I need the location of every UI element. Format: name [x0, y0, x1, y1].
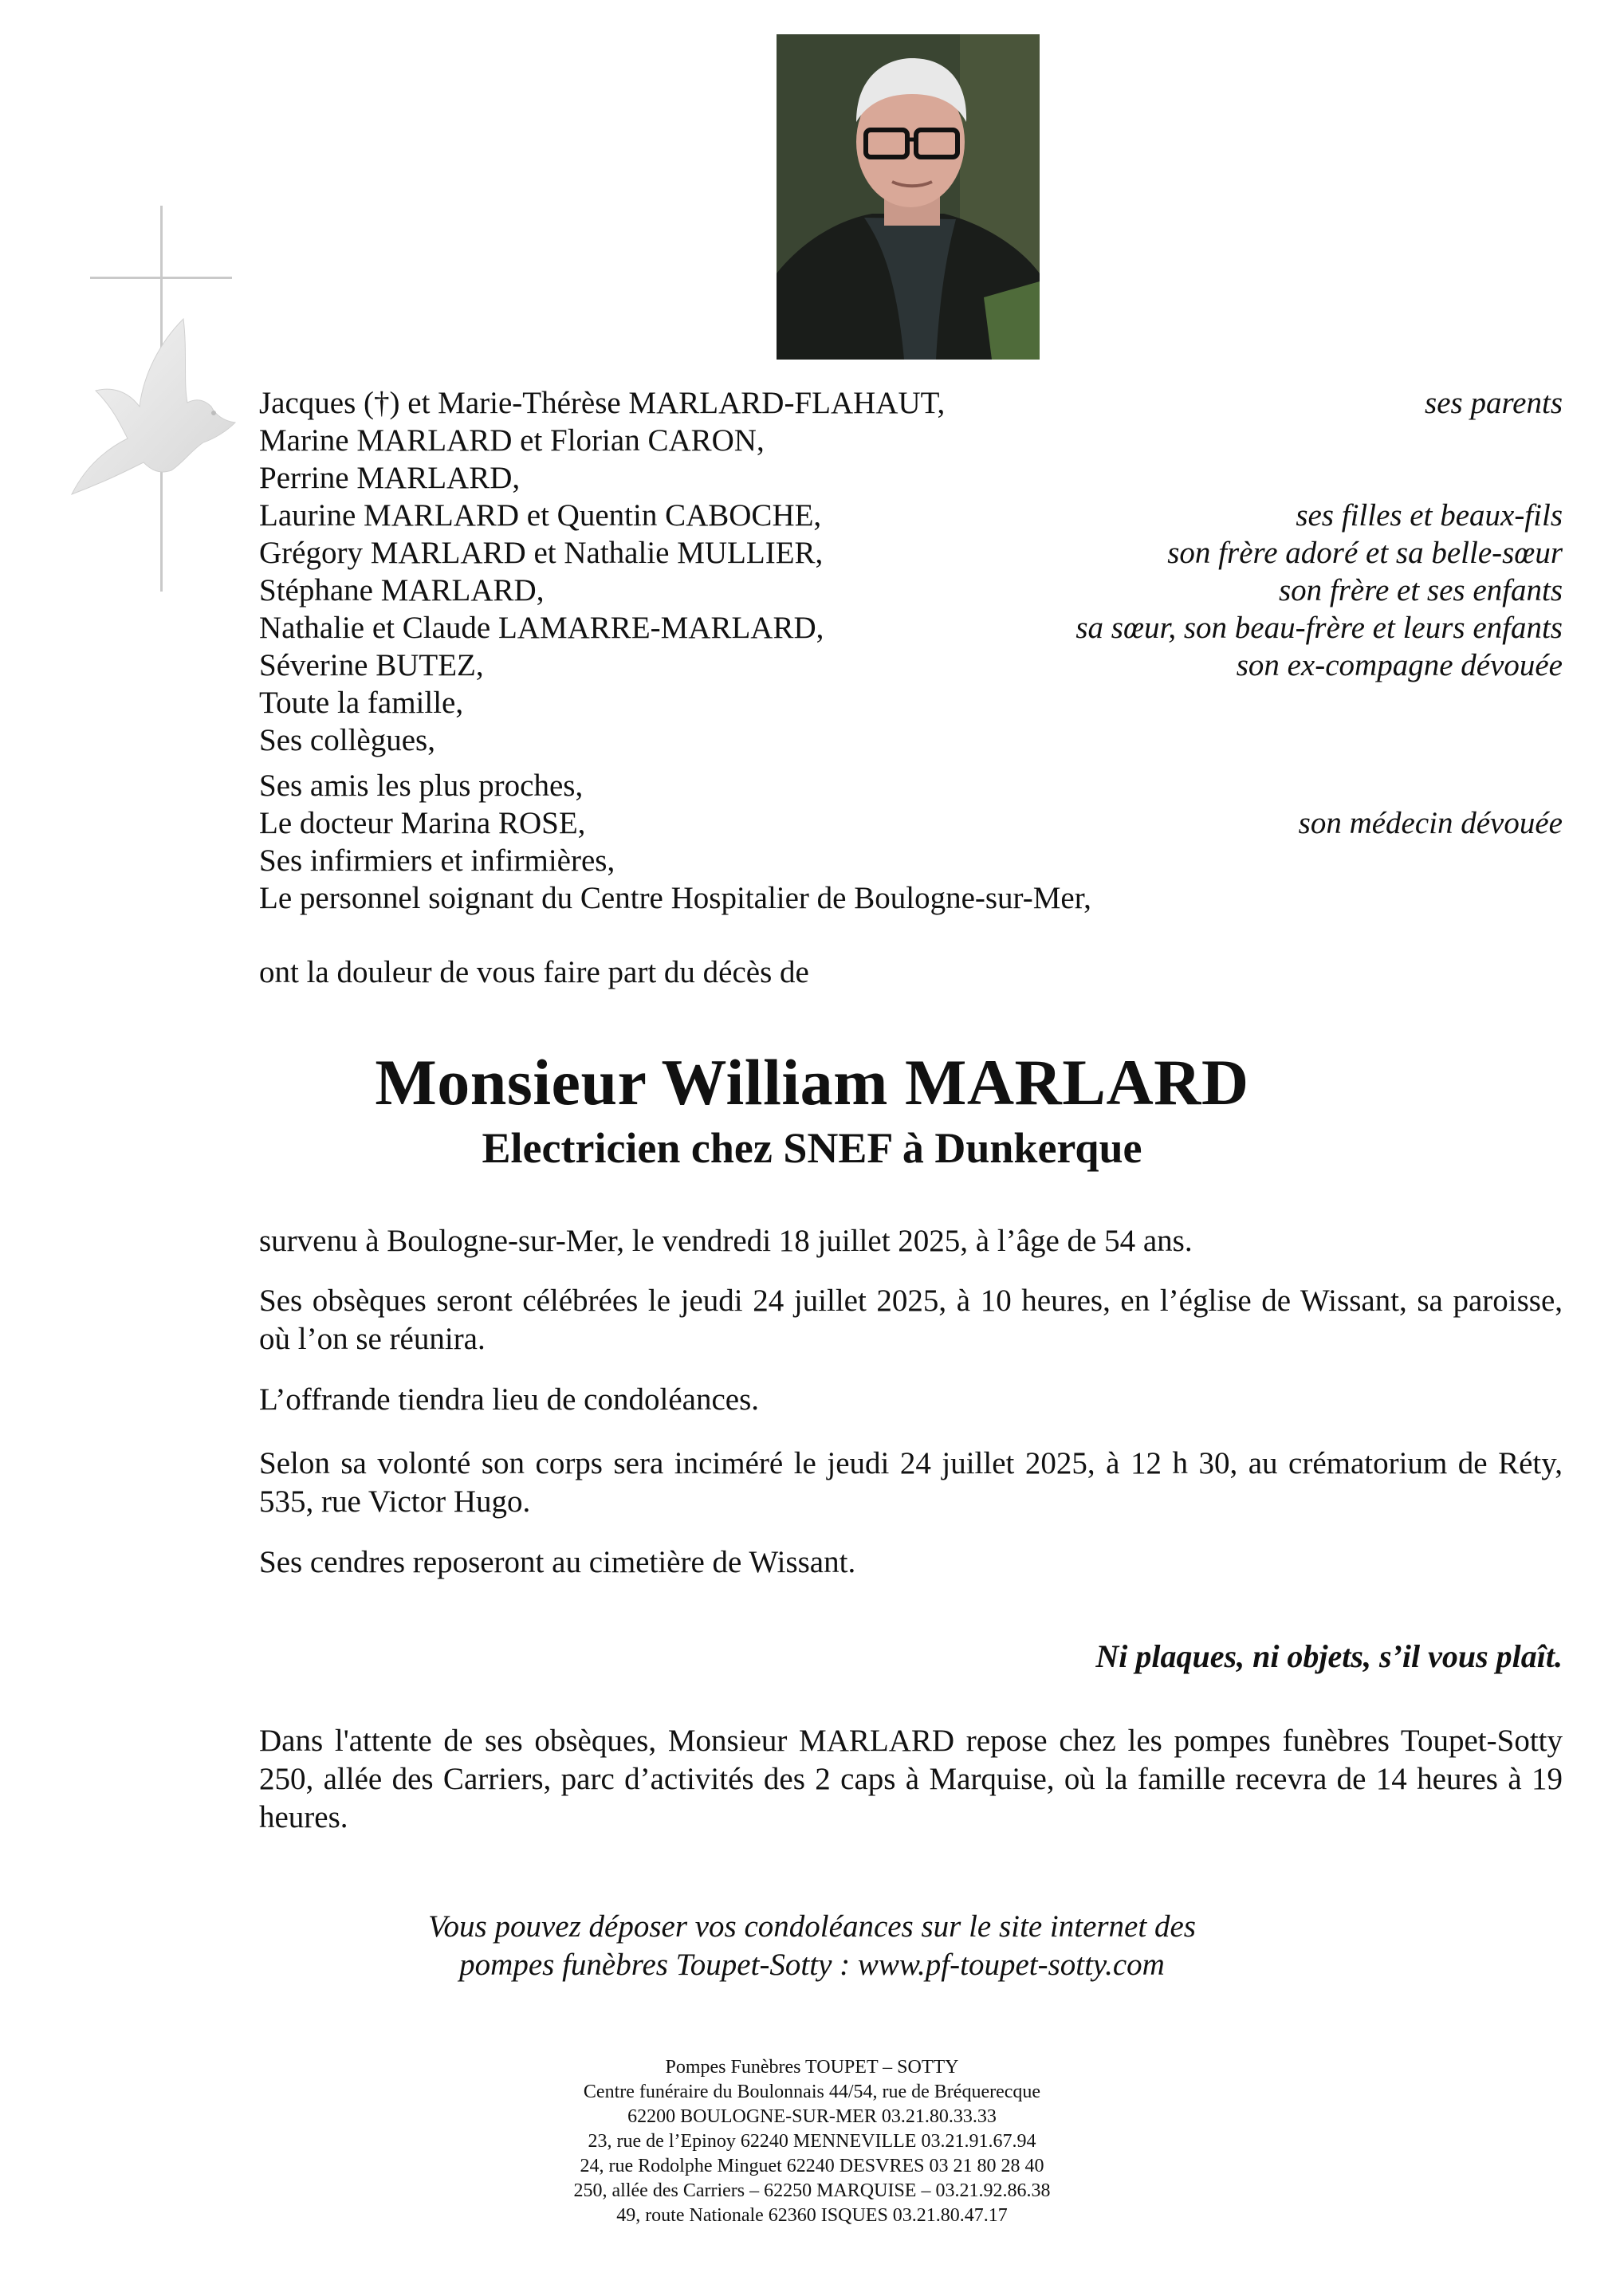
- portrait-photo: [777, 34, 1040, 360]
- death-paragraph: survenu à Boulogne-sur-Mer, le vendredi 18 juillet 2025, à l’âge de 54 ans.: [259, 1224, 1193, 1258]
- family-name: Jacques (†) et Marie-Thérèse MARLARD-FLAHAUT,: [259, 386, 946, 420]
- ashes-paragraph: Ses cendres reposeront au cimetière de Wissant.: [259, 1545, 856, 1579]
- family-row: [259, 609, 1563, 647]
- family-row: [259, 721, 1563, 760]
- family-relation: son frère et ses enfants: [1278, 573, 1563, 607]
- family-name: Laurine MARLARD et Quentin CABOCHE,: [259, 498, 822, 533]
- resting-paragraph: Dans l'attente de ses obsèques, Monsieur MARLARD repose chez les pompes funèbres Toupet-Sotty 250, allée des Carriers, parc d’activités des 2 caps à Marquise, où la famille recevra de 14 heures à 19 heures.: [259, 1724, 1563, 1834]
- family-relation: son ex-compagne dévouée: [1236, 648, 1563, 682]
- family-name: Nathalie et Claude LAMARRE-MARLARD,: [259, 611, 824, 645]
- footer-line: 62200 BOULOGNE-SUR-MER 03.21.80.33.33: [627, 2106, 997, 2127]
- family-name: Perrine MARLARD,: [259, 461, 521, 495]
- family-row: [259, 384, 1563, 423]
- family-relation: ses filles et beaux-fils: [1296, 498, 1563, 533]
- family-row: [259, 804, 1563, 843]
- family-name: Ses amis les plus proches,: [259, 769, 584, 803]
- funeral-paragraph: Ses obsèques seront célébrées le jeudi 24 juillet 2025, à 10 heures, en l’église de Wissant, sa paroisse, où l’on se réunira.: [259, 1284, 1563, 1356]
- footer-line: 250, allée des Carriers – 62250 MARQUISE – 03.21.92.86.38: [573, 2180, 1051, 2201]
- family-relation: son frère adoré et sa belle-sœur: [1167, 536, 1563, 570]
- condolences-line: pompes funèbres Toupet-Sotty : www.pf-toupet-sotty.com: [459, 1948, 1165, 1982]
- family-name: Stéphane MARLARD,: [259, 573, 545, 607]
- family-name: Marine MARLARD et Florian CARON,: [259, 423, 765, 458]
- family-row: [259, 684, 1563, 722]
- footer-line: Centre funéraire du Boulonnais 44/54, rue de Bréquerecque: [583, 2082, 1041, 2102]
- footer-line: 49, route Nationale 62360 ISQUES 03.21.80.47.17: [616, 2205, 1008, 2226]
- family-name: Toute la famille,: [259, 686, 464, 720]
- family-name: Le docteur Marina ROSE,: [259, 806, 586, 840]
- family-name: Le personnel soignant du Centre Hospitalier de Boulogne-sur-Mer,: [259, 881, 1091, 915]
- condolences-notice: [0, 1908, 1624, 1984]
- family-name: Grégory MARLARD et Nathalie MULLIER,: [259, 536, 824, 570]
- family-name: Ses infirmiers et infirmières,: [259, 843, 615, 878]
- announcement-text: ont la douleur de vous faire part du décès de: [259, 955, 809, 989]
- family-relation: sa sœur, son beau-frère et leurs enfants: [1075, 611, 1563, 645]
- family-name: Ses collègues,: [259, 723, 435, 757]
- dove-icon: [64, 311, 247, 518]
- family-row: [259, 534, 1563, 572]
- offering-paragraph: L’offrande tiendra lieu de condoléances.: [259, 1382, 759, 1417]
- family-row: [259, 497, 1563, 535]
- family-row: [259, 647, 1563, 685]
- no-flowers-notice: Ni plaques, ni objets, s’il vous plaît.: [1095, 1638, 1563, 1674]
- family-row: [259, 842, 1563, 880]
- family-name: Séverine BUTEZ,: [259, 648, 484, 682]
- family-relation: ses parents: [1425, 386, 1563, 420]
- family-relation: son médecin dévouée: [1298, 806, 1563, 840]
- cross-horizontal-line: [90, 277, 232, 279]
- family-row: [259, 767, 1563, 805]
- deceased-name: Monsieur William MARLARD: [375, 1046, 1249, 1119]
- footer-line: 24, rue Rodolphe Minguet 62240 DESVRES 03 21 80 28 40: [580, 2156, 1044, 2176]
- footer-line: Pompes Funèbres TOUPET – SOTTY: [665, 2057, 959, 2078]
- footer-line: 23, rue de l’Epinoy 62240 MENNEVILLE 03.21.91.67.94: [588, 2131, 1036, 2152]
- family-row: [259, 572, 1563, 610]
- family-row: [259, 459, 1563, 497]
- family-row: [259, 879, 1563, 918]
- family-row: [259, 422, 1563, 460]
- condolences-line: Vous pouvez déposer vos condoléances sur le site internet des: [428, 1909, 1196, 1944]
- deceased-occupation: Electricien chez SNEF à Dunkerque: [482, 1124, 1142, 1172]
- funeral-home-footer: [0, 2055, 1624, 2228]
- cremation-paragraph: Selon sa volonté son corps sera inciméré le jeudi 24 juillet 2025, à 12 h 30, au crématorium de Réty, 535, rue Victor Hugo.: [259, 1446, 1563, 1519]
